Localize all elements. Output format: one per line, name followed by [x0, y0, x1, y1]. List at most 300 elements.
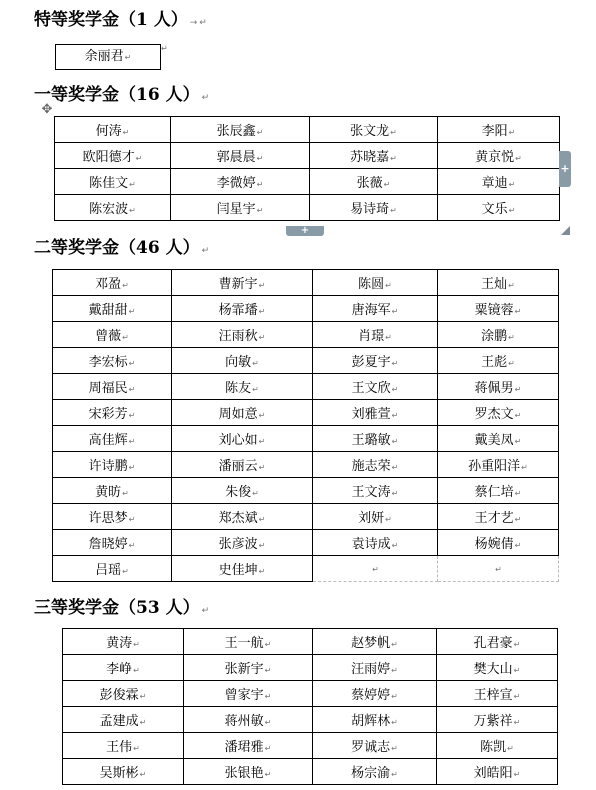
student-name: 张薇 — [356, 176, 383, 191]
name-cell — [184, 707, 313, 733]
student-name: 唐海军 — [351, 303, 391, 318]
name-cell — [438, 530, 559, 556]
name-cell — [438, 556, 559, 582]
cell-end-mark: ↵ — [390, 128, 397, 137]
cell-end-mark: ↵ — [264, 692, 272, 701]
name-cell — [184, 629, 313, 655]
cell-end-mark: ↵ — [128, 541, 136, 550]
student-name: 李峥 — [106, 662, 133, 677]
cell-end-mark: ↵ — [264, 666, 272, 675]
name-cell — [63, 759, 184, 785]
name-cell — [313, 759, 437, 785]
student-name: 王才艺 — [474, 511, 514, 526]
name-cell — [438, 426, 559, 452]
student-name: 孔君豪 — [473, 636, 513, 651]
cell-end-mark: ↵ — [391, 541, 399, 550]
name-cell — [313, 707, 437, 733]
student-name: 肖璟 — [358, 329, 385, 344]
cell-end-mark: ↵ — [264, 718, 272, 727]
student-name: 曹新宇 — [218, 277, 258, 292]
cell-end-mark: ↵ — [390, 154, 397, 163]
student-name: 王文涛 — [351, 485, 391, 500]
cell-end-mark: ↵ — [122, 333, 129, 342]
name-cell — [313, 733, 437, 759]
student-name: 戴甜甜 — [88, 303, 128, 318]
name-cell — [310, 195, 438, 221]
first-prize-table — [54, 116, 560, 221]
student-name: 黄昉 — [95, 485, 122, 500]
student-name: 刘雅萱 — [351, 407, 391, 422]
student-name: 吕瑶 — [95, 563, 122, 578]
name-cell — [313, 322, 438, 348]
cell-end-mark: ↵ — [252, 359, 259, 368]
name-cell — [172, 296, 313, 322]
cell-end-mark: ↵ — [515, 154, 522, 163]
student-name: 蒋州敏 — [224, 714, 264, 729]
paragraph-mark: ↵ — [201, 246, 210, 256]
name-cell — [438, 169, 560, 195]
cell-end-mark: ↵ — [514, 307, 522, 316]
student-name: 周福民 — [88, 381, 128, 396]
cell-end-mark: ↵ — [385, 515, 392, 524]
table-row — [53, 530, 559, 556]
name-cell — [438, 143, 560, 169]
student-name: 汪雨婷 — [351, 662, 391, 677]
student-name: 高佳辉 — [88, 433, 128, 448]
name-cell — [437, 655, 558, 681]
student-name: 刘皓阳 — [473, 766, 513, 781]
name-cell — [53, 348, 172, 374]
cell-end-mark: ↵ — [133, 640, 140, 649]
name-cell — [53, 374, 172, 400]
student-name: 张新宇 — [224, 662, 264, 677]
student-name: 宋彩芳 — [88, 407, 128, 422]
name-cell — [53, 426, 172, 452]
cell-end-mark: ↵ — [391, 692, 398, 701]
student-name: 彭俊霖 — [99, 688, 139, 703]
name-cell — [53, 270, 172, 296]
name-cell — [63, 629, 184, 655]
cell-end-mark: ↵ — [128, 307, 136, 316]
student-name: 王彪 — [481, 355, 508, 370]
cell-end-mark: ↵ — [258, 307, 266, 316]
name-cell — [310, 117, 438, 143]
student-name: 施志荣 — [351, 459, 391, 474]
student-name: 陈宏波 — [89, 202, 129, 217]
student-name: 吴斯彬 — [99, 766, 139, 781]
third-heading-text: 三等奖学金（53 人） — [34, 598, 200, 618]
cell-end-mark: ↵ — [122, 489, 129, 498]
cell-end-mark: ↵ — [508, 333, 515, 342]
cell-end-mark: ↵ — [507, 744, 514, 753]
student-name: 朱俊 — [225, 485, 252, 500]
student-name: 王文欣 — [351, 381, 391, 396]
student-name: 涂鹏 — [481, 329, 508, 344]
cell-end-mark: ↵ — [258, 567, 266, 576]
student-name: 欧阳德才 — [82, 150, 135, 165]
special-heading-text: 特等奖学金（1 人） — [34, 10, 188, 30]
student-name: 孟建成 — [99, 714, 139, 729]
cell-end-mark: ↵ — [508, 206, 516, 215]
student-name: 苏晓嘉 — [350, 150, 390, 165]
name-cell — [184, 759, 313, 785]
name-cell — [172, 270, 313, 296]
special-name: 余丽君 — [84, 49, 124, 64]
name-cell — [172, 452, 313, 478]
student-name: 李阳 — [481, 124, 508, 139]
student-name: 王伟 — [106, 740, 133, 755]
cell-end-mark: ↵ — [258, 333, 266, 342]
student-name: 詹晓婷 — [88, 537, 128, 552]
cell-end-mark: ↵ — [391, 411, 399, 420]
cell-end-mark: ↵ — [391, 718, 398, 727]
cell-end-mark: ↵ — [390, 206, 397, 215]
paragraph-mark: ↵ — [199, 18, 207, 28]
name-cell — [55, 143, 171, 169]
cell-end-mark: ↵ — [514, 489, 522, 498]
table-row — [63, 655, 558, 681]
student-name: 陈佳文 — [89, 176, 129, 191]
add-row-button[interactable]: + — [286, 226, 324, 236]
cell-end-mark: ↵ — [258, 437, 266, 446]
table-row — [53, 452, 559, 478]
student-name: 陈圆 — [358, 277, 385, 292]
student-name: 史佳坤 — [218, 563, 258, 578]
name-cell — [171, 117, 310, 143]
name-cell — [438, 478, 559, 504]
name-cell — [313, 426, 438, 452]
student-name: 曾薇 — [95, 329, 122, 344]
table-row — [63, 707, 558, 733]
student-name: 刘妍 — [358, 511, 385, 526]
student-name: 郭晨晨 — [216, 150, 256, 165]
student-name: 赵梦帆 — [351, 636, 391, 651]
cell-end-mark: ↵ — [514, 385, 522, 394]
name-cell — [53, 530, 172, 556]
cell-end-mark: ↵ — [122, 281, 129, 290]
table-row — [63, 759, 558, 785]
student-name: 周如意 — [218, 407, 258, 422]
student-name: 刘心如 — [218, 433, 258, 448]
cell-end-mark: ↵ — [128, 411, 136, 420]
table-row — [53, 400, 559, 426]
table-row — [55, 143, 560, 169]
name-cell — [438, 270, 559, 296]
name-cell — [313, 655, 437, 681]
cell-end-mark: ↵ — [391, 640, 398, 649]
paragraph-mark: ↵ — [201, 93, 210, 103]
cell-end-mark: ↵ — [264, 744, 272, 753]
cell-end-mark: ↵ — [258, 463, 266, 472]
name-cell — [172, 478, 313, 504]
cell-end-mark: ↵ — [256, 206, 264, 215]
cell-end-mark: ↵ — [385, 333, 392, 342]
name-cell — [53, 556, 172, 582]
cell-end-mark: ↵ — [139, 770, 147, 779]
tab-arrow-mark: → — [189, 18, 198, 28]
cell-end-mark: ↵ — [139, 718, 147, 727]
student-name: 孙重阳洋 — [468, 459, 521, 474]
name-cell — [171, 169, 310, 195]
table-move-handle-icon[interactable]: ✥ — [41, 102, 53, 117]
name-cell — [313, 504, 438, 530]
special-name-cell — [55, 44, 161, 70]
student-name: 袁诗成 — [351, 537, 391, 552]
student-name: 罗诚志 — [351, 740, 391, 755]
student-name: 张彦波 — [218, 537, 258, 552]
cell-end-mark: ↵ — [383, 180, 391, 189]
name-cell — [171, 143, 310, 169]
student-name: 王一航 — [224, 636, 264, 651]
name-cell — [55, 117, 171, 143]
cell-end-mark: ↵ — [133, 666, 140, 675]
name-cell — [184, 681, 313, 707]
name-cell — [313, 374, 438, 400]
cell-end-mark: ↵ — [264, 770, 272, 779]
student-name: 杨宗渝 — [351, 766, 391, 781]
student-name: 张银艳 — [224, 766, 264, 781]
name-cell — [438, 504, 559, 530]
cell-end-mark: ↵ — [514, 437, 522, 446]
cell-end-mark: ↵ — [514, 515, 522, 524]
cell-end-mark: ↵ — [133, 744, 140, 753]
third-prize-table — [62, 628, 558, 785]
name-cell — [172, 322, 313, 348]
table-row — [53, 426, 559, 452]
cell-end-mark: ↵ — [391, 489, 399, 498]
name-cell — [171, 195, 310, 221]
name-cell — [438, 348, 559, 374]
student-name: 章迪 — [481, 176, 508, 191]
table-row — [53, 322, 559, 348]
student-name: 李宏标 — [88, 355, 128, 370]
student-name: 王灿 — [481, 277, 508, 292]
name-cell — [184, 733, 313, 759]
student-name: 张辰鑫 — [216, 124, 256, 139]
cell-end-mark: ↵ — [508, 281, 515, 290]
cell-end-mark: ↵ — [513, 666, 521, 675]
name-cell — [313, 629, 437, 655]
cell-end-mark: ↵ — [122, 567, 129, 576]
cell-end-mark: ↵ — [391, 770, 398, 779]
add-column-button[interactable]: + — [559, 151, 571, 187]
name-cell — [63, 733, 184, 759]
cell-end-mark: ↵ — [124, 53, 132, 62]
student-name: 杨婉倩 — [474, 537, 514, 552]
student-name: 闫星宇 — [216, 202, 256, 217]
cell-end-mark: ↵ — [385, 281, 392, 290]
cell-end-mark: ↵ — [391, 359, 399, 368]
name-cell — [313, 556, 438, 582]
cell-end-mark: ↵ — [252, 489, 259, 498]
name-cell — [172, 530, 313, 556]
student-name: 许诗鹏 — [88, 459, 128, 474]
cell-end-mark: ↵ — [391, 744, 398, 753]
cell-end-mark: ↵ — [122, 128, 130, 137]
second-heading — [34, 238, 209, 261]
student-name: 向敏 — [225, 355, 252, 370]
table-row — [55, 195, 560, 221]
paragraph-mark: ↵ — [201, 606, 210, 616]
student-name: 黄涛 — [106, 636, 133, 651]
name-cell — [172, 556, 313, 582]
name-cell — [63, 681, 184, 707]
table-row — [55, 169, 560, 195]
cell-end-mark: ↵ — [256, 154, 264, 163]
name-cell — [438, 322, 559, 348]
student-name: 何涛 — [95, 124, 122, 139]
first-heading — [34, 85, 209, 108]
cell-end-mark: ↵ — [128, 359, 136, 368]
name-cell — [313, 296, 438, 322]
name-cell — [63, 707, 184, 733]
table-row — [53, 556, 559, 582]
student-name: 王梓宣 — [473, 688, 513, 703]
name-cell — [313, 530, 438, 556]
table-row — [55, 117, 560, 143]
cell-end-mark: ↵ — [139, 692, 147, 701]
table-row — [53, 374, 559, 400]
table-row — [63, 629, 558, 655]
cell-end-mark: ↵ — [508, 128, 516, 137]
cell-end-mark: ↵ — [391, 385, 399, 394]
name-cell — [438, 296, 559, 322]
table-row — [53, 270, 559, 296]
cell-end-mark: ↵ — [513, 718, 521, 727]
name-cell — [53, 504, 172, 530]
name-cell — [172, 426, 313, 452]
name-cell — [437, 733, 558, 759]
student-name: 文乐 — [481, 202, 508, 217]
cell-end-mark: ↵ — [391, 666, 398, 675]
cell-end-mark: ↵ — [391, 463, 399, 472]
name-cell — [172, 504, 313, 530]
name-cell — [438, 195, 560, 221]
name-cell — [438, 374, 559, 400]
cell-end-mark: ↵ — [258, 541, 266, 550]
cell-end-mark: ↵ — [514, 411, 522, 420]
name-cell — [313, 452, 438, 478]
student-name: 粟镜蓉 — [474, 303, 514, 318]
cell-end-mark: ↵ — [264, 640, 272, 649]
name-cell — [55, 169, 171, 195]
name-cell — [438, 117, 560, 143]
cell-end-mark: ↵ — [495, 565, 502, 574]
cell-end-mark: ↵ — [391, 307, 399, 316]
cell-end-mark: ↵ — [258, 411, 266, 420]
cell-end-mark: ↵ — [513, 640, 521, 649]
name-cell — [172, 348, 313, 374]
student-name: 汪雨秋 — [218, 329, 258, 344]
name-cell — [313, 478, 438, 504]
name-cell — [310, 169, 438, 195]
name-cell — [438, 400, 559, 426]
name-cell — [313, 681, 437, 707]
student-name: 杨霏璠 — [218, 303, 258, 318]
student-name: 罗杰文 — [474, 407, 514, 422]
name-cell — [437, 707, 558, 733]
name-cell — [313, 400, 438, 426]
student-name: 樊大山 — [473, 662, 513, 677]
cell-end-mark: ↵ — [135, 154, 143, 163]
name-cell — [63, 655, 184, 681]
table-resize-handle-icon[interactable] — [561, 226, 570, 235]
student-name: 黄京悦 — [475, 150, 515, 165]
name-cell — [53, 452, 172, 478]
cell-end-mark: ↵ — [128, 437, 136, 446]
student-name: 易诗琦 — [350, 202, 390, 217]
cell-end-mark: ↵ — [513, 692, 521, 701]
cell-end-mark: ↵ — [521, 463, 528, 472]
table-row — [53, 504, 559, 530]
name-cell — [172, 374, 313, 400]
student-name: 万紫祥 — [473, 714, 513, 729]
cell-end-mark: ↵ — [513, 770, 521, 779]
cell-end-mark: ↵ — [128, 515, 136, 524]
student-name: 胡辉林 — [351, 714, 391, 729]
cell-end-mark: ↵ — [129, 180, 136, 189]
name-cell — [313, 348, 438, 374]
second-prize-table — [52, 269, 559, 582]
name-cell — [437, 759, 558, 785]
cell-end-mark: ↵ — [256, 180, 264, 189]
student-name: 王璐敏 — [351, 433, 391, 448]
name-cell — [437, 681, 558, 707]
table-row — [53, 296, 559, 322]
student-name: 陈凯 — [480, 740, 507, 755]
student-name: 蔡婷婷 — [351, 688, 391, 703]
name-cell — [172, 400, 313, 426]
student-name: 陈友 — [225, 381, 252, 396]
student-name: 曾家宇 — [224, 688, 264, 703]
cell-end-mark: ↵ — [391, 437, 399, 446]
student-name: 蔡仁培 — [474, 485, 514, 500]
name-cell — [438, 452, 559, 478]
cell-end-mark: ↵ — [508, 359, 515, 368]
name-cell — [310, 143, 438, 169]
student-name: 潘丽云 — [218, 459, 258, 474]
student-name: 郑杰斌 — [218, 511, 258, 526]
student-name: 张文龙 — [350, 124, 390, 139]
cell-end-mark: ↵ — [129, 206, 136, 215]
student-name: 李微婷 — [216, 176, 256, 191]
name-cell — [313, 270, 438, 296]
cell-end-mark: ↵ — [508, 180, 516, 189]
cell-end-mark: ↵ — [128, 385, 136, 394]
table-row — [53, 348, 559, 374]
name-cell — [53, 322, 172, 348]
name-cell — [184, 655, 313, 681]
cell-end-mark: ↵ — [128, 463, 136, 472]
student-name: 许思梦 — [88, 511, 128, 526]
table-row — [63, 681, 558, 707]
cell-end-mark: ↵ — [258, 515, 266, 524]
cell-end-mark: ↵ — [514, 541, 522, 550]
first-heading-text: 一等奖学金（16 人） — [34, 85, 200, 105]
student-name: 蒋佩男 — [474, 381, 514, 396]
student-name: 彭夏宇 — [351, 355, 391, 370]
cell-end-mark: ↵ — [252, 385, 259, 394]
row-end-mark: ↵ — [161, 44, 168, 53]
student-name: 邓盈 — [95, 277, 122, 292]
student-name: 戴美凤 — [474, 433, 514, 448]
cell-end-mark: ↵ — [256, 128, 264, 137]
table-row — [63, 733, 558, 759]
name-cell — [53, 400, 172, 426]
second-heading-text: 二等奖学金（46 人） — [34, 238, 200, 258]
student-name: 潘珺雅 — [224, 740, 264, 755]
name-cell — [55, 195, 171, 221]
